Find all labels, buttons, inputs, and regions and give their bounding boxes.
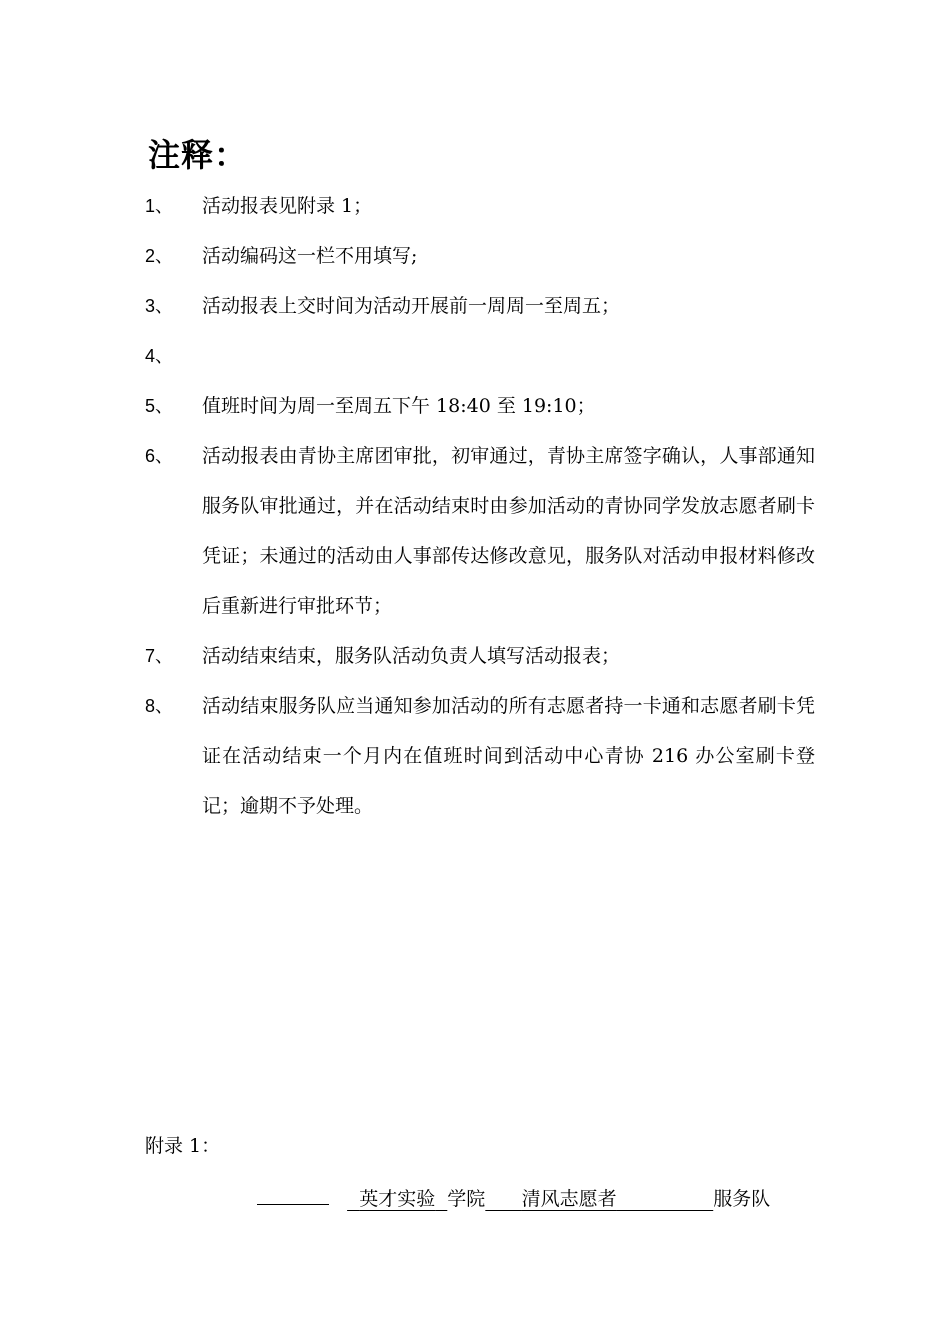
note-number: 4、 xyxy=(145,346,174,366)
note-number: 8、 xyxy=(145,696,174,716)
note-text: 活动报表上交时间为活动开展前一周周一至周五； xyxy=(202,295,621,317)
note-text: 活动报表见附录 1； xyxy=(202,195,373,217)
note-text: 活动结束服务队应当通知参加活动的所有志愿者持一卡通和志愿者刷卡凭证在活动结束一个月内在值班时间到活动中心青协 216 办公室刷卡登记；逾期不予处理。 xyxy=(202,695,815,817)
appendix-team-line xyxy=(257,1178,770,1217)
note-item-1 xyxy=(145,181,815,231)
team-field xyxy=(485,1188,713,1210)
note-item-7 xyxy=(145,631,815,681)
note-number: 2、 xyxy=(145,246,174,266)
note-number: 3、 xyxy=(145,296,174,316)
team-value: 清风志愿者 xyxy=(521,1188,617,1210)
note-item-3 xyxy=(145,281,815,331)
blank-underline xyxy=(257,1178,329,1205)
note-item-4 xyxy=(145,331,815,381)
note-text: 活动报表由青协主席团审批，初审通过，青协主席签字确认，人事部通知服务队审批通过，并在活动结束时由参加活动的青协同学发放志愿者刷卡凭证；未通过的活动由人事部传达修改意见，服务队对活动申报材料修改后重新进行审批环节； xyxy=(202,445,815,617)
note-item-6 xyxy=(145,431,815,631)
note-item-8 xyxy=(145,681,815,831)
note-number: 7、 xyxy=(145,646,174,666)
note-text: 活动结束结束，服务队活动负责人填写活动报表； xyxy=(202,645,621,667)
note-item-2 xyxy=(145,231,815,281)
notes-heading: 注释： xyxy=(148,136,248,174)
note-number: 5、 xyxy=(145,396,174,416)
appendix-label: 附录 1： xyxy=(145,1135,221,1157)
team-suffix: 服务队 xyxy=(713,1188,771,1210)
note-text: 活动编码这一栏不用填写; xyxy=(202,245,418,267)
notes-list xyxy=(145,181,815,831)
college-field xyxy=(347,1188,447,1210)
college-value: 英才实验 xyxy=(359,1188,436,1210)
note-number: 1、 xyxy=(145,196,174,216)
note-text: 值班时间为周一至周五下午 18:40 至 19:10； xyxy=(202,395,596,417)
college-suffix: 学院 xyxy=(447,1188,486,1210)
note-item-5 xyxy=(145,381,815,431)
note-number: 6、 xyxy=(145,446,174,466)
